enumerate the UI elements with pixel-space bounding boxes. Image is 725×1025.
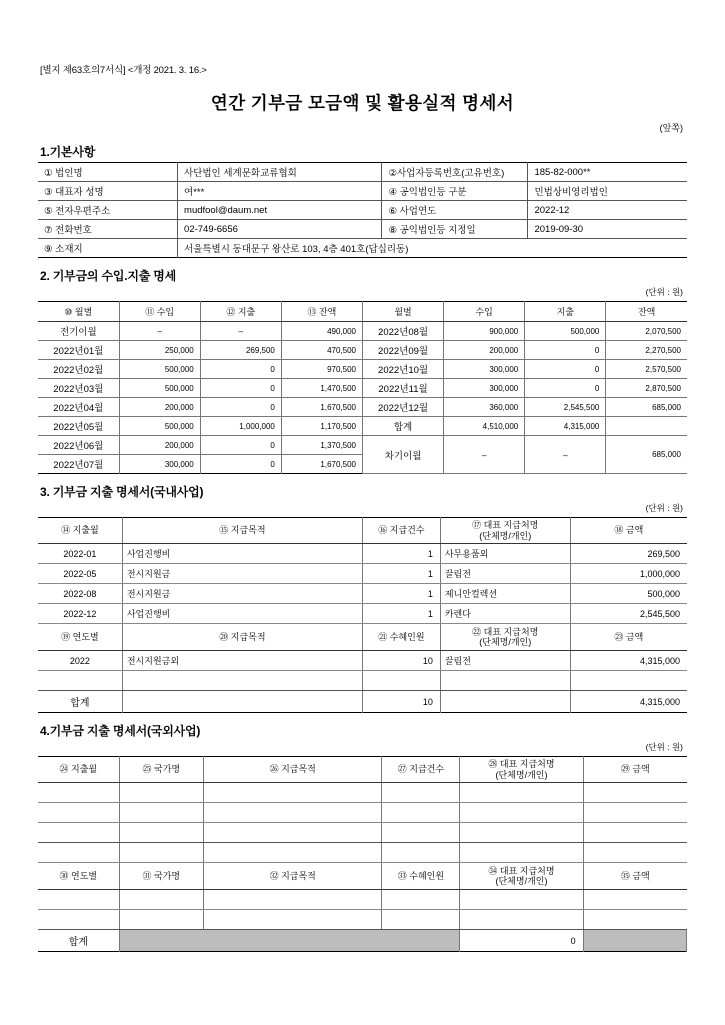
col-amount: ⑱ 금액 (570, 518, 687, 544)
cell-balance: 685,000 (606, 398, 687, 417)
table-row (38, 651, 687, 671)
col-purpose-yearly: ㉜ 지급목적 (203, 863, 381, 890)
address-value: 서울특별시 동대문구 왕산로 103, 4층 401호(답십리동) (178, 239, 687, 258)
col-amount-yearly: ㉓ 금액 (570, 624, 687, 651)
col-payee-yearly-line1: ㉞ 대표 지급처명 (488, 865, 555, 876)
section-3-title: 3. 기부금 지출 명세서(국내사업) (40, 485, 204, 499)
table-row (38, 182, 687, 201)
cell-expense: 0 (200, 398, 281, 417)
cell-income: 250,000 (119, 341, 200, 360)
cell-purpose (203, 803, 381, 823)
cell-amount (583, 843, 687, 863)
section-3-unit: (단위 : 원) (645, 503, 683, 513)
business-reg-no-value: 185-82-000** (528, 163, 687, 182)
cell-beneficiaries: 10 (362, 651, 440, 671)
table-row (38, 436, 687, 455)
cell-total-purpose (122, 691, 362, 713)
cell-month: 2022년01월 (38, 341, 119, 360)
table-row (38, 544, 687, 564)
cell-expense-month: 2022-05 (38, 564, 122, 584)
table-row (38, 823, 687, 843)
cell-expense: 0 (525, 379, 606, 398)
col-amount-yearly: ㉟ 금액 (583, 863, 687, 890)
cell-amount (583, 783, 687, 803)
cell-payee: 사무용품외 (440, 544, 570, 564)
table-row (38, 564, 687, 584)
cell-income: 200,000 (119, 398, 200, 417)
cell-balance: 2,570,500 (606, 360, 687, 379)
cell-purpose (203, 910, 381, 930)
cell-amount: 500,000 (570, 584, 687, 604)
cell-month: 2022년09월 (363, 341, 444, 360)
cell-month: 2022년06월 (38, 436, 119, 455)
col-income-left: ⑪ 수입 (119, 302, 200, 322)
phone-label: ⑦ 전화번호 (38, 220, 178, 239)
cell-balance: 970,500 (281, 360, 362, 379)
cell-total-beneficiaries: 10 (362, 691, 440, 713)
col-payee-line1: ㉘ 대표 지급처명 (488, 759, 555, 770)
representative-value: 여*** (178, 182, 382, 201)
cell-count (382, 803, 460, 823)
cell-amount (583, 803, 687, 823)
table-row (38, 910, 687, 930)
form-code: [별지 제63호의7서식] <개정 2021. 3. 16.> (40, 65, 207, 76)
cell-payee: 끌림전 (440, 564, 570, 584)
cell-income: 500,000 (119, 417, 200, 436)
table-row (38, 584, 687, 604)
phone-value: 02-749-6656 (178, 220, 382, 239)
cell-balance: 470,500 (281, 341, 362, 360)
representative-label: ③ 대표자 성명 (38, 182, 178, 201)
cell-beneficiaries (382, 910, 460, 930)
fiscal-year-value: 2022-12 (528, 201, 687, 220)
cell-expense: 1,000,000 (200, 417, 281, 436)
section-2-unit: (단위 : 원) (645, 287, 683, 297)
col-month-right: 월별 (363, 302, 444, 322)
cell-purpose: 사업진행비 (122, 544, 362, 564)
cell-income: 300,000 (119, 455, 200, 474)
corp-name-value: 사단법인 세계문화교류협회 (178, 163, 382, 182)
cell-expense: 0 (525, 360, 606, 379)
page-side-note: (앞쪽) (659, 123, 683, 133)
col-country-yearly: ㉛ 국가명 (119, 863, 203, 890)
table-header-row (38, 302, 687, 322)
col-payee-yearly-line2: (단체명/개인) (495, 876, 548, 886)
cell-purpose: 전시지원금 (122, 584, 362, 604)
corp-type-label: ④ 공익법인등 구분 (382, 182, 528, 201)
cell-expense-month: 2022-08 (38, 584, 122, 604)
col-country: ㉕ 국가명 (119, 757, 203, 783)
cell-count (382, 843, 460, 863)
col-payment-count: ㉗ 지급건수 (382, 757, 460, 783)
table-total-row (38, 691, 687, 713)
cell-amount (583, 890, 687, 910)
cell-payee (460, 823, 583, 843)
cell-income: 200,000 (444, 341, 525, 360)
cell-purpose (203, 843, 381, 863)
table-header-row (38, 863, 687, 890)
table-row (38, 341, 687, 360)
cell-balance: 1,670,500 (281, 455, 362, 474)
cell-month: 2022년04월 (38, 398, 119, 417)
cell-purpose (122, 671, 362, 691)
cell-count (382, 823, 460, 843)
cell-month: 2022년03월 (38, 379, 119, 398)
business-reg-no-label: ②사업자등록번호(고유번호) (382, 163, 528, 182)
cell-purpose (203, 890, 381, 910)
cell-purpose (203, 823, 381, 843)
cell-month: 2022년11월 (363, 379, 444, 398)
cell-count: 1 (362, 604, 440, 624)
col-payee-line1: ⑰ 대표 지급처명 (472, 520, 539, 531)
cell-expense: 0 (200, 436, 281, 455)
section-4-title: 4.기부금 지출 명세서(국외사업) (40, 724, 201, 738)
cell-country (119, 823, 203, 843)
table-row (38, 360, 687, 379)
cell-expense: 269,500 (200, 341, 281, 360)
cell-income: 360,000 (444, 398, 525, 417)
email-label: ⑤ 전자우편주소 (38, 201, 178, 220)
cell-country (119, 890, 203, 910)
col-payee-yearly-line1: ㉒ 대표 지급처명 (472, 626, 539, 637)
cell-month: 전기이월 (38, 322, 119, 341)
col-expense-right: 지출 (525, 302, 606, 322)
cell-expense-month (38, 783, 119, 803)
cell-count (382, 783, 460, 803)
cell-count: 1 (362, 544, 440, 564)
cell-expense-month: 2022-12 (38, 604, 122, 624)
cell-expense-month (38, 803, 119, 823)
col-balance-left: ⑬ 잔액 (281, 302, 362, 322)
table-row (38, 379, 687, 398)
col-expense-month: ㉔ 지출월 (38, 757, 119, 783)
col-purpose-yearly: ⑳ 지급목적 (122, 624, 362, 651)
cell-month: 2022년05월 (38, 417, 119, 436)
section-2-title: 2. 기부금의 수입.지출 명세 (40, 269, 177, 283)
cell-country (119, 910, 203, 930)
cell-payee: 끌림전 (440, 651, 570, 671)
basic-info-table (38, 162, 687, 258)
col-payee-line2: (단체명/개인) (479, 530, 532, 541)
cell-expense: 0 (200, 379, 281, 398)
cell-year (38, 910, 119, 930)
cell-month: 2022년08월 (363, 322, 444, 341)
col-year: ⑲ 연도별 (38, 624, 122, 651)
col-beneficiaries: ㉝ 수혜인원 (382, 863, 460, 890)
table-total-row (38, 930, 687, 952)
section-1-title: 1.기본사항 (40, 145, 96, 159)
col-balance-right: 잔액 (606, 302, 687, 322)
col-year: ㉚ 연도별 (38, 863, 119, 890)
domestic-expense-table (38, 517, 687, 713)
col-payee-yearly (440, 624, 570, 651)
cell-year (38, 890, 119, 910)
cell-total-beneficiaries: 0 (460, 930, 583, 952)
col-income-right: 수입 (444, 302, 525, 322)
cell-count: 1 (362, 564, 440, 584)
col-purpose: ㉖ 지급목적 (203, 757, 381, 783)
col-payee-yearly-line2: (단체명/개인) (479, 637, 532, 647)
designation-date-label: ⑧ 공익법인등 지정일 (382, 220, 528, 239)
cell-balance: 2,270,500 (606, 341, 687, 360)
cell-amount: 4,315,000 (570, 651, 687, 671)
cell-year (38, 671, 122, 691)
cell-month: 2022년02월 (38, 360, 119, 379)
col-purpose: ⑮ 지급목적 (122, 518, 362, 544)
cell-beneficiaries (362, 671, 440, 691)
table-row (38, 220, 687, 239)
table-row (38, 604, 687, 624)
cell-amount: 1,000,000 (570, 564, 687, 584)
cell-total-payee (440, 691, 570, 713)
table-row (38, 803, 687, 823)
col-amount: ㉙ 금액 (583, 757, 687, 783)
cell-amount (583, 910, 687, 930)
col-payee (440, 518, 570, 544)
cell-expense-month: 2022-01 (38, 544, 122, 564)
cell-total-amount: 4,315,000 (570, 691, 687, 713)
cell-purpose: 사업진행비 (122, 604, 362, 624)
cell-payee: 제니안컬렉션 (440, 584, 570, 604)
table-header-row (38, 518, 687, 544)
cell-count: 1 (362, 584, 440, 604)
cell-income: 900,000 (444, 322, 525, 341)
cell-income: 500,000 (119, 379, 200, 398)
cell-total-label: 합계 (70, 698, 90, 709)
cell-month: 2022년07월 (53, 460, 104, 471)
cell-total-label: 합계 (68, 937, 88, 948)
cell-expense-month (38, 823, 119, 843)
designation-date-value: 2019-09-30 (528, 220, 687, 239)
cell-expense: – (200, 322, 281, 341)
cell-payee (440, 671, 570, 691)
cell-income: 500,000 (119, 360, 200, 379)
cell-carryover-balance: 685,000 (606, 436, 687, 474)
fiscal-year-label: ⑥ 사업연도 (382, 201, 528, 220)
cell-amount: 2,545,500 (570, 604, 687, 624)
cell-total-label: 합계 (363, 417, 444, 436)
cell-total-expense: 4,315,000 (525, 417, 606, 436)
table-header-row (38, 757, 687, 783)
col-expense-month: ⑭ 지출월 (38, 518, 122, 544)
cell-month: 2022년10월 (363, 360, 444, 379)
cell-expense-month (38, 843, 119, 863)
cell-amount: 269,500 (570, 544, 687, 564)
table-header-row (38, 624, 687, 651)
cell-payee (460, 783, 583, 803)
table-row (38, 783, 687, 803)
cell-expense: 0 (200, 455, 281, 474)
cell-country (119, 803, 203, 823)
cell-country (119, 783, 203, 803)
cell-payee (460, 843, 583, 863)
cell-total-balance (606, 417, 687, 436)
cell-carryover-expense: – (525, 436, 606, 474)
table-row (38, 843, 687, 863)
page-title: 연간 기부금 모금액 및 활용실적 명세서 (210, 93, 515, 113)
cell-income: 200,000 (119, 436, 200, 455)
col-payee-yearly (460, 863, 583, 890)
cell-carryover-income: – (444, 436, 525, 474)
cell-shaded-block-right (583, 930, 687, 952)
cell-balance: 2,070,500 (606, 322, 687, 341)
cell-purpose: 전시지원금 (122, 564, 362, 584)
cell-payee (460, 890, 583, 910)
cell-beneficiaries (382, 890, 460, 910)
cell-income: – (119, 322, 200, 341)
cell-balance: 2,870,500 (606, 379, 687, 398)
table-row (38, 890, 687, 910)
email-value: mudfool@daum.net (178, 201, 382, 220)
table-row (38, 163, 687, 182)
cell-balance: 1,670,500 (281, 398, 362, 417)
address-label: ⑨ 소재지 (44, 244, 83, 255)
cell-income: 300,000 (444, 360, 525, 379)
col-payment-count: ⑯ 지급건수 (362, 518, 440, 544)
table-row (38, 417, 687, 436)
cell-payee (460, 910, 583, 930)
cell-shaded-block-left (119, 930, 460, 952)
cell-balance: 490,000 (281, 322, 362, 341)
cell-balance: 1,170,500 (281, 417, 362, 436)
cell-total-income: 4,510,000 (444, 417, 525, 436)
col-beneficiaries: ㉑ 수혜인원 (362, 624, 440, 651)
cell-expense: 0 (200, 360, 281, 379)
table-row (38, 239, 687, 258)
corp-type-value: 민법상비영리법인 (528, 182, 687, 201)
table-row (38, 398, 687, 417)
col-payee-line2: (단체명/개인) (495, 769, 548, 780)
cell-purpose (203, 783, 381, 803)
cell-amount (583, 823, 687, 843)
table-row (38, 201, 687, 220)
table-row (38, 671, 687, 691)
cell-expense: 2,545,500 (525, 398, 606, 417)
cell-payee: 카렌다 (440, 604, 570, 624)
cell-expense: 0 (525, 341, 606, 360)
cell-year: 2022 (38, 651, 122, 671)
cell-income: 300,000 (444, 379, 525, 398)
cell-month: 2022년12월 (363, 398, 444, 417)
cell-carryover-label: 차기이월 (363, 436, 444, 474)
cell-purpose: 전시지원금외 (122, 651, 362, 671)
donation-flow-table (38, 301, 687, 474)
section-4-unit: (단위 : 원) (645, 742, 683, 752)
col-expense-left: ⑫ 지출 (200, 302, 281, 322)
cell-expense: 500,000 (525, 322, 606, 341)
table-row (38, 322, 687, 341)
cell-country (119, 843, 203, 863)
cell-amount (570, 671, 687, 691)
cell-balance: 1,470,500 (281, 379, 362, 398)
col-month-left: ⑩ 월별 (38, 302, 119, 322)
col-payee (460, 757, 583, 783)
overseas-expense-table (38, 756, 687, 952)
corp-name-label: ① 법인명 (38, 163, 178, 182)
cell-balance: 1,370,500 (281, 436, 362, 455)
cell-payee (460, 803, 583, 823)
